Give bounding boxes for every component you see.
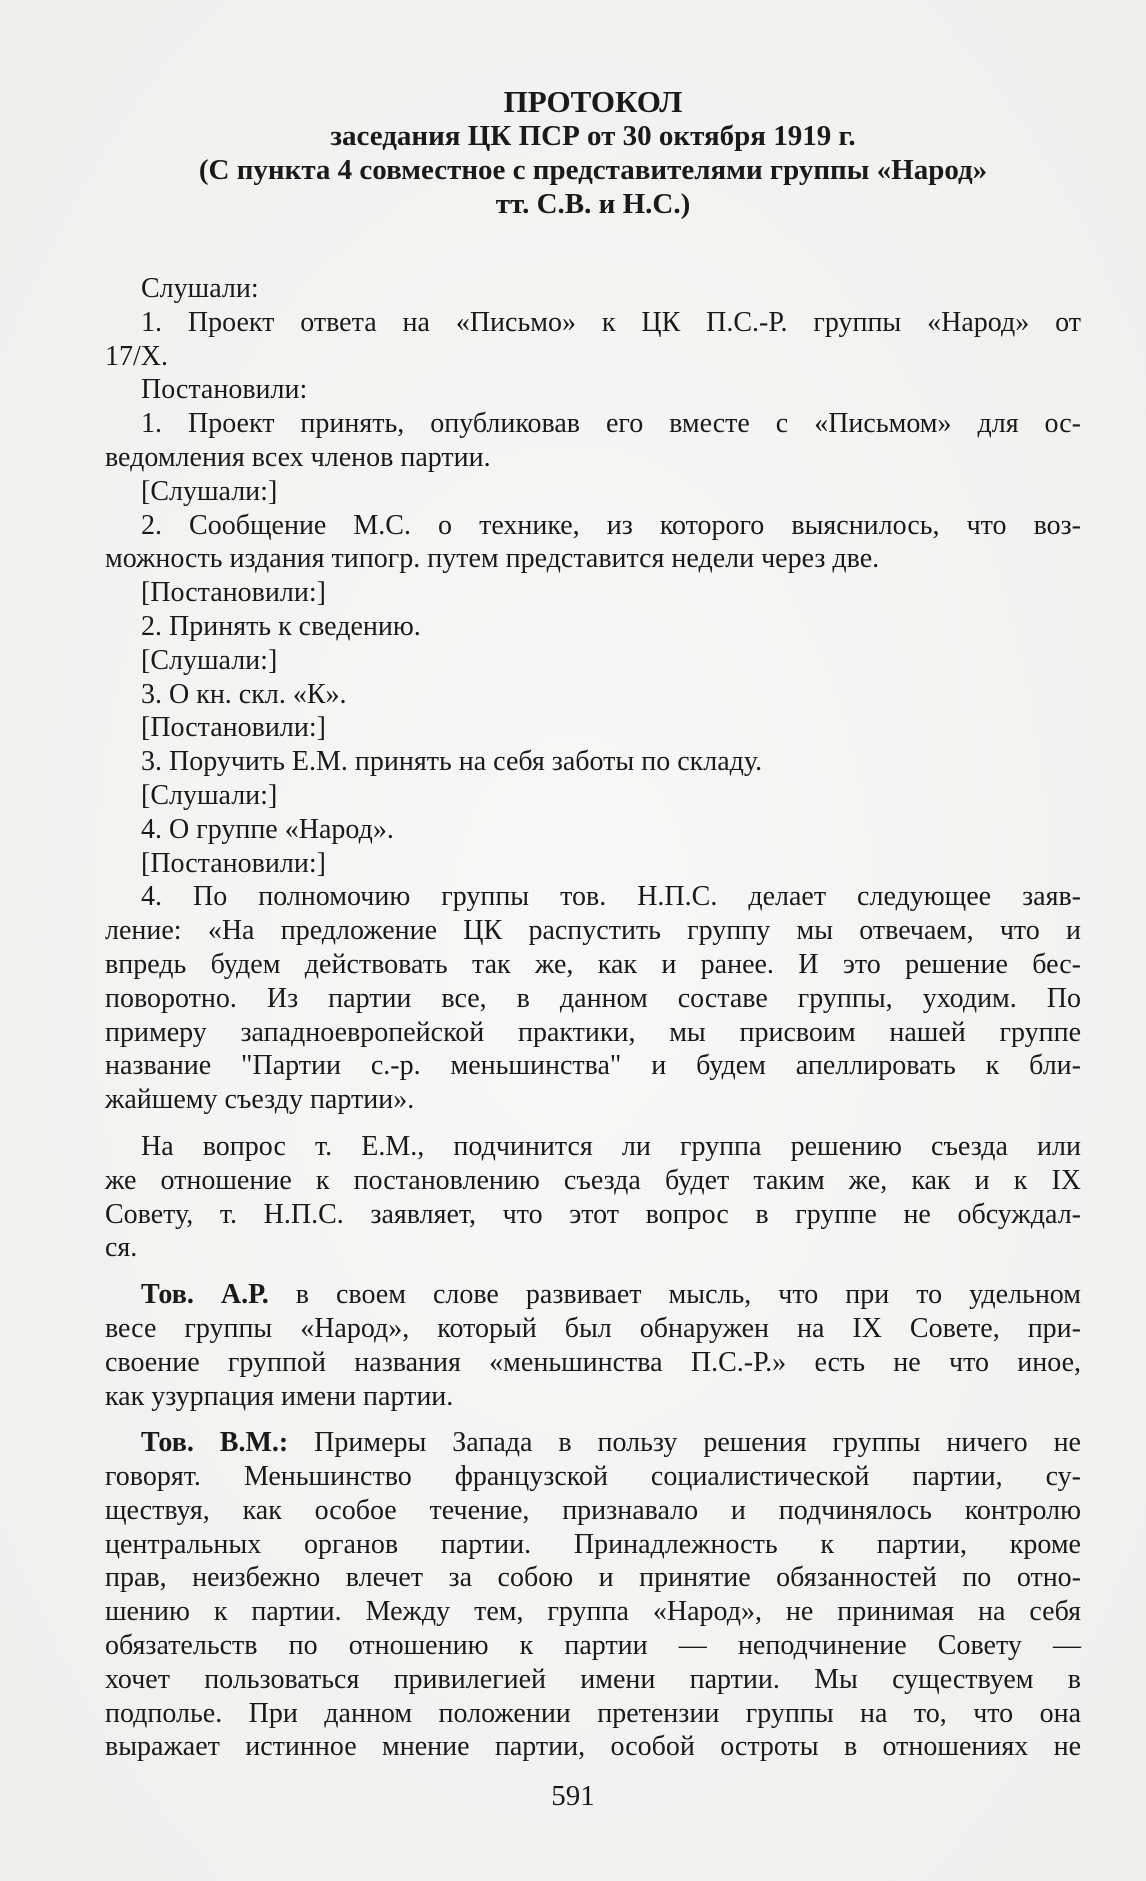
text-line <box>105 1426 1081 1460</box>
line-text: 4. По полномочию группы тов. Н.П.С. делает следующее заяв- <box>141 881 1081 913</box>
text-line <box>105 644 1081 678</box>
title-note-names: тт. С.В. и Н.С.) <box>495 188 691 220</box>
line-text: [Слушали:] <box>141 779 278 811</box>
text-line <box>105 1494 1081 1528</box>
line-text: Примеры Запада в пользу решения группы ничего не <box>288 1427 1081 1459</box>
text-line <box>105 847 1081 881</box>
line-text: 3. О кн. скл. «К». <box>141 678 347 710</box>
text-line <box>105 1380 1081 1414</box>
text-line <box>105 542 1081 576</box>
text-line <box>105 1231 1081 1265</box>
line-text: выражает истинное мнение партии, особой остроты в отношениях не <box>105 1731 1081 1763</box>
line-text: [Слушали:] <box>141 475 278 507</box>
text-line <box>105 1730 1081 1764</box>
text-line <box>105 407 1081 441</box>
text-line <box>105 610 1081 644</box>
line-text: шению к партии. Между тем, группа «Народ», не принимая на себя <box>105 1596 1081 1628</box>
text-line <box>105 711 1081 745</box>
text-line <box>105 880 1081 914</box>
line-text: [Постановили:] <box>141 712 326 744</box>
text-line <box>105 779 1081 813</box>
line-text: же отношение к постановлению съезда будет таким же, как и к IX <box>105 1164 1081 1196</box>
line-text: Слушали: <box>141 273 259 304</box>
text-line <box>105 509 1081 543</box>
text-line <box>105 1130 1081 1164</box>
text-line <box>105 576 1081 610</box>
line-text: 1. Проект ответа на «Письмо» к ЦК П.С.-Р. группы «Народ» от <box>141 306 1081 338</box>
line-text: ведомления всех членов партии. <box>105 441 491 473</box>
text-line <box>105 745 1081 779</box>
title-subheading: заседания ЦК ПСР от 30 октября 1919 г. <box>330 120 856 152</box>
text-line <box>105 272 1081 306</box>
document-title <box>105 85 1081 221</box>
line-text: прав, неизбежно влечет за собою и принятие обязанностей по отно- <box>105 1562 1081 1594</box>
line-text: центральных органов партии. Принадлежность к партии, кроме <box>105 1528 1081 1560</box>
text-line <box>105 813 1081 847</box>
line-text: 2. Сообщение М.С. о технике, из которого выяснилось, что воз- <box>141 509 1081 541</box>
text-line <box>105 1561 1081 1595</box>
text-line <box>105 306 1081 340</box>
line-text: Постановили: <box>141 374 308 406</box>
line-text: как узурпация имени партии. <box>105 1380 454 1412</box>
line-text: ление: «На предложение ЦК распустить группу мы отвечаем, что и <box>105 915 1081 947</box>
text-line <box>105 1312 1081 1346</box>
text-line <box>105 982 1081 1016</box>
text-line <box>105 1016 1081 1050</box>
line-text: [Слушали:] <box>141 644 278 676</box>
line-text: хочет пользоваться привилегией имени партии. Мы существуем в <box>105 1663 1081 1695</box>
line-text: своение группой названия «меньшинства П.С.-Р.» есть не что иное, <box>105 1346 1081 1378</box>
line-text: можность издания типогр. путем представится недели через две. <box>105 543 880 575</box>
text-line <box>105 441 1081 475</box>
line-text: ществуя, как особое течение, признавало и подчинялось контролю <box>105 1494 1081 1526</box>
line-text: жайшему съезду партии». <box>105 1084 415 1116</box>
line-text: ся. <box>105 1232 138 1264</box>
line-text: 17/X. <box>105 340 168 372</box>
text-line <box>105 1697 1081 1731</box>
line-text: [Постановили:] <box>141 847 326 879</box>
line-text: 3. Поручить Е.М. принять на себя заботы по складу. <box>141 746 763 778</box>
speaker-label: Тов. А.Р. <box>141 1279 269 1311</box>
text-line <box>105 340 1081 374</box>
text-line <box>105 914 1081 948</box>
text-line <box>105 678 1081 712</box>
text-line <box>105 948 1081 982</box>
line-text: в своем слове развивает мысль, что при то удельном <box>268 1279 1081 1311</box>
line-text: поворотно. Из партии все, в данном составе группы, уходим. По <box>105 982 1081 1014</box>
text-line <box>105 373 1081 407</box>
text-line <box>105 1164 1081 1198</box>
line-text: примеру западноевропейской практики, мы присвоим нашей группе <box>105 1016 1081 1048</box>
line-text: 4. О группе «Народ». <box>141 813 394 845</box>
line-text: название "Партии с.-р. меньшинства" и будем апеллировать к бли- <box>105 1050 1081 1082</box>
text-line <box>105 1346 1081 1380</box>
text-line <box>105 1460 1081 1494</box>
title-heading: ПРОТОКОЛ <box>503 84 683 119</box>
line-text: обязательств по отношению к партии — неподчинение Совету — <box>105 1630 1081 1662</box>
text-line <box>105 1278 1081 1312</box>
text-line <box>105 1629 1081 1663</box>
text-line <box>105 1049 1081 1083</box>
title-note: (С пункта 4 совместное с представителями группы «Народ» <box>198 154 988 186</box>
line-text: [Постановили:] <box>141 577 326 609</box>
line-text: 1. Проект принять, опубликовав его вместе с «Письмом» для ос- <box>141 408 1081 440</box>
text-line <box>105 1198 1081 1232</box>
line-text: говорят. Меньшинство французской социалистической партии, су- <box>105 1461 1081 1493</box>
text-line <box>105 1083 1081 1117</box>
line-text: 2. Принять к сведению. <box>141 610 421 642</box>
line-text: На вопрос т. Е.М., подчинится ли группа решению съезда или <box>141 1130 1081 1162</box>
line-text: Совету, т. Н.П.С. заявляет, что этот вопрос в группе не обсуждал- <box>105 1198 1081 1230</box>
document-body <box>105 272 1081 1764</box>
speaker-label: Тов. В.М.: <box>141 1427 289 1459</box>
text-line <box>105 1528 1081 1562</box>
page-number: 591 <box>551 1780 595 1812</box>
line-text: подполье. При данном положении претензии группы на то, что она <box>105 1697 1081 1729</box>
text-line <box>105 475 1081 509</box>
text-line <box>105 1663 1081 1697</box>
text-line <box>105 1595 1081 1629</box>
line-text: впредь будем действовать так же, как и ранее. И это решение бес- <box>105 948 1081 980</box>
line-text: весе группы «Народ», который был обнаружен на IX Совете, при- <box>105 1312 1081 1344</box>
